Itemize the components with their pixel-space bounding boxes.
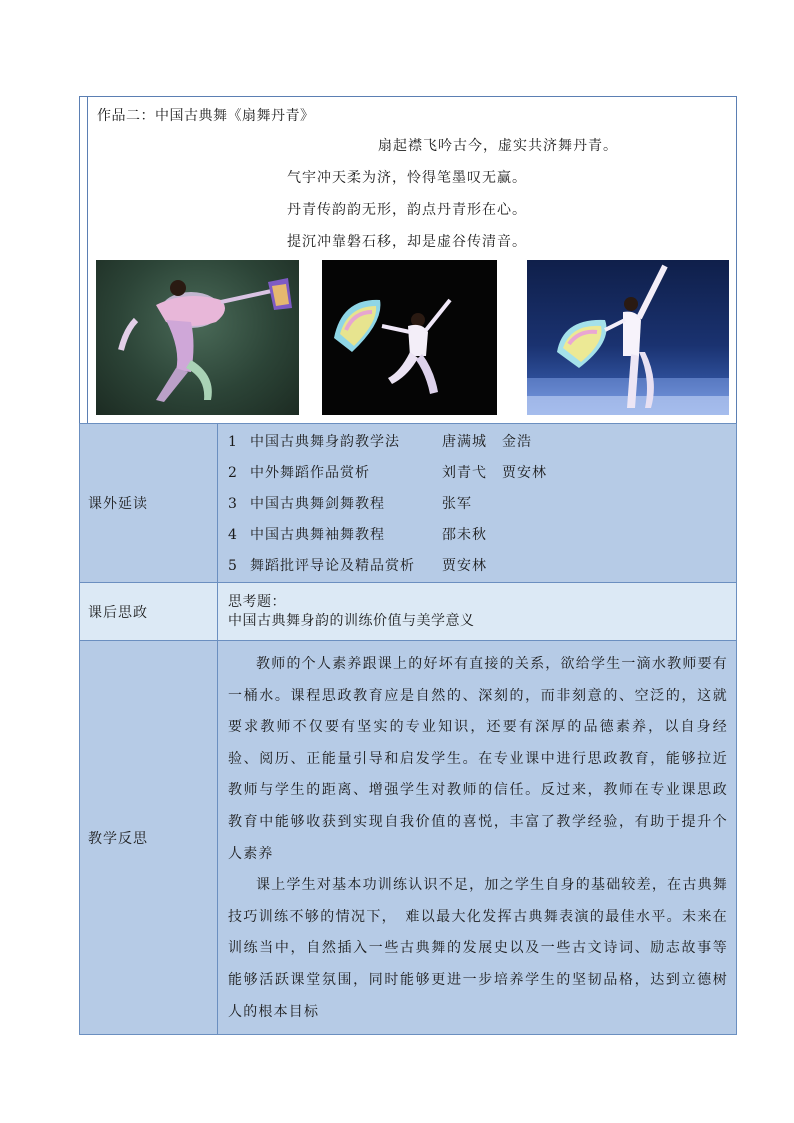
think-question: 中国古典舞身韵的训练价值与美学意义 [228,612,475,629]
reflect-cell [218,641,737,1035]
reflect-label: 教学反思 [80,641,218,1035]
think-cell [218,583,737,641]
list-item [228,427,736,458]
book-title: 中外舞蹈作品赏析 [250,465,370,481]
book-author: 邵未秋 [442,527,487,543]
item-number: 4 [228,527,238,543]
book-title: 中国古典舞袖舞教程 [250,527,385,543]
book-title: 中国古典舞身韵教学法 [250,434,400,450]
divider [87,97,88,424]
dancer-leap-image [96,260,299,415]
work-section [79,96,737,424]
book-author: 张军 [442,496,472,512]
poem-line: 丹青传韵韵无形，韵点丹青形在心。 [287,202,527,218]
dancer-photo-2 [322,260,497,415]
book-author: 刘青弋 贾安林 [442,465,547,481]
dancer-photo-1 [96,260,299,415]
item-number: 5 [228,558,238,574]
book-author: 唐满城 金浩 [442,434,532,450]
think-content [218,593,736,631]
dancer-photo-3 [527,260,729,415]
reflect-row [80,641,737,1035]
list-item [228,551,736,582]
book-title: 中国古典舞剑舞教程 [250,496,385,512]
reading-label: 课外延读 [80,424,218,583]
item-number: 1 [228,434,238,450]
reading-row [80,424,737,583]
lesson-table [79,423,737,1035]
poem-line: 气宇冲天柔为济，怜得笔墨叹无赢。 [287,170,527,186]
book-title: 舞蹈批评导论及精品赏析 [250,558,415,574]
reflect-content [218,641,736,1034]
poem-line: 提沉冲靠磐石移，却是虚谷传清音。 [287,234,527,250]
item-number: 2 [228,465,238,481]
reflect-paragraph: 教师的个人素养跟课上的好坏有直接的关系，欲给学生一滴水教师要有一桶水。课程思政教育应是自然的、深刻的，而非刻意的、空泛的，这就要求教师不仅要有坚实的专业知识，还要有深厚的品德素养，以自身经验、阅历、正能量引导和启发学生。在专业课中进行思政教育，能够拉近教师与学生的距离、增强学生对教师的信任。反过来，教师在专业课思政教育中能够收获到实现自我价值的喜悦，丰富了教学经验，有助于提升个人素养 [228,656,728,862]
dancer-fan-image [322,260,497,415]
reflect-paragraph: 课上学生对基本功训练认识不足，加之学生自身的基础较差，在古典舞技巧训练不够的情况下， 难以最大化发挥古典舞表演的最佳水平。未来在训练当中，自然插入一些古典舞的发展史以及一些古文诗词、励志故事等能够活跃课堂氛围，同时能够更进一步培养学生的坚韧品格，达到立德树人的根本目标 [228,877,728,1020]
reading-list [218,424,736,582]
list-item [228,458,736,489]
work-title: 作品二：中国古典舞《扇舞丹青》 [97,108,315,124]
book-author: 贾安林 [442,558,487,574]
item-number: 3 [228,496,238,512]
think-row [80,583,737,641]
list-item [228,520,736,551]
think-label: 课后思政 [80,583,218,641]
dancer-kick-image [527,260,729,415]
think-heading: 思考题： [228,593,286,610]
poem-line: 扇起襟飞吟古今，虚实共济舞丹青。 [378,138,618,154]
reading-cell [218,424,737,583]
list-item [228,489,736,520]
